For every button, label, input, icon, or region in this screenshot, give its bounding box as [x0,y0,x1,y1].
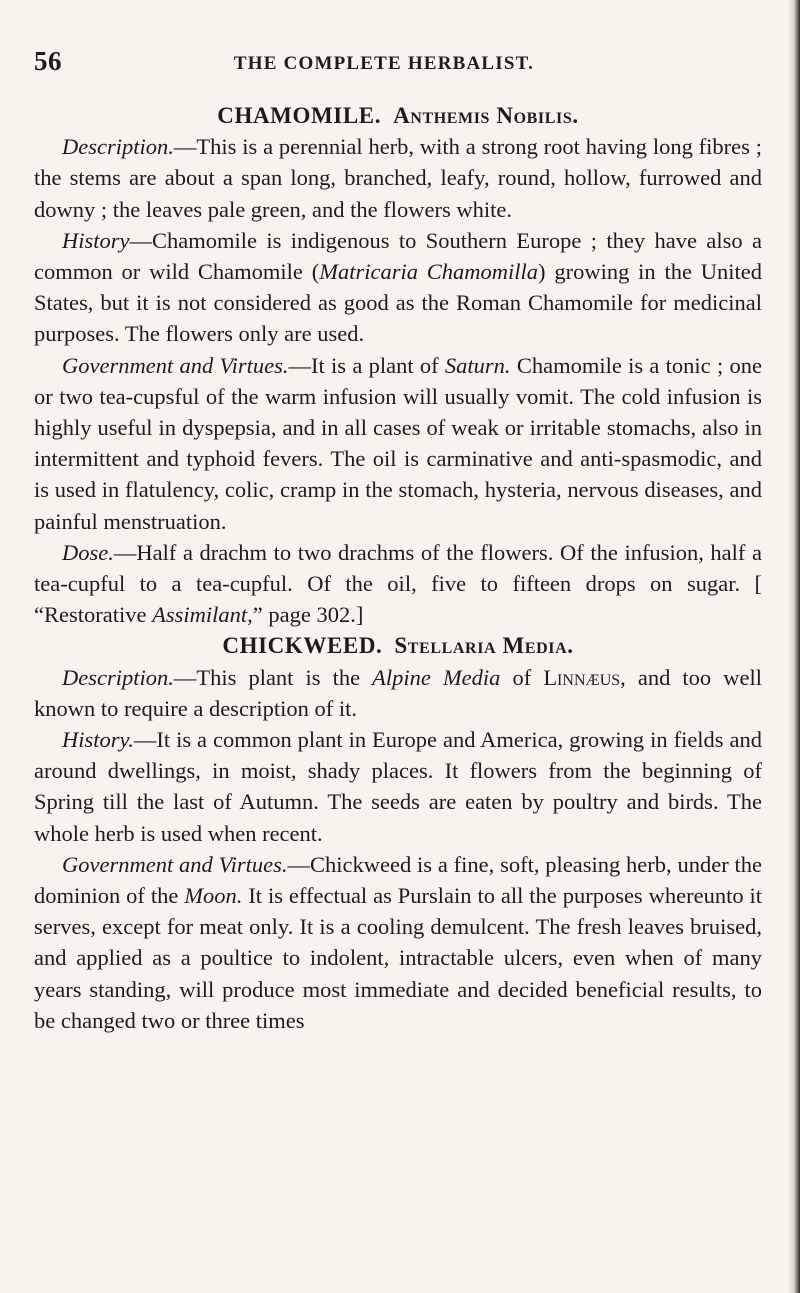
planet-name: Saturn. [444,352,511,378]
species-name: Matricaria Chamomilla [319,259,539,285]
common-name: CHAMOMILE. [217,103,382,128]
paragraph-text: —It is a common plant in Europe and America, growing in fields and around dwellings, in moist, shady places. It flowers from the beginning of Spring till the last of Autumn. The seeds are eaten by poultry and birds. The whole herb is used when recent. [34,727,762,846]
entry-title-chamomile [34,100,762,131]
cross-reference-name: Assimilant, [152,602,253,628]
chamomile-history [34,225,762,350]
paragraph-text: ) growing in the United States, but it is not considered as good as the Roman Chamomile for medicinal purposes. The flowers only are used. [34,259,763,347]
paragraph-text: of [500,664,544,690]
chickweed-government-virtues [34,849,762,1036]
running-head: THE COMPLETE HERBALIST. [233,53,535,74]
paragraph-text: Chamomile is a tonic ; one or two tea-cupsful of the warm infusion will usually vomit. The cold infusion is highly useful in dyspepsia, and in all cases of weak or irritable stomachs, also in intermittent and typhoid fevers. The oil is carminative and anti-spasmodic, and is used in flatulency, colic, cramp in the stomach, hysteria, nervous diseases, and painful menstruation. [34,352,762,534]
latin-name: Stellaria Media. [394,633,574,659]
paragraph-label: History [62,227,130,253]
planet-name: Moon. [184,883,243,909]
chamomile-description [34,131,762,225]
paragraph-text: —Chickweed is a fine, soft, pleasing herb, under the dominion of the [34,851,762,909]
paragraph-label: Description. [62,134,174,160]
chickweed-history [34,724,762,849]
paragraph-text: —Half a drachm to two drachms of the flowers. Of the infusion, half a tea-cupful to a tea-cupful. Of the oil, five to fifteen drops on sugar. [ “Restorative [34,539,762,628]
paragraph-text: ” page 302.] [252,602,364,628]
paragraph-text: —This is a perennial herb, with a strong root having long fibres ; the stems are about a span long, branched, leafy, round, hollow, furrowed and downy ; the leaves pale green, and the flowers white. [34,134,762,222]
entry-title-chickweed [34,630,762,661]
paragraph-text: —This plant is the [173,664,373,690]
author-name: Linnæus, [543,664,626,690]
common-name: CHICKWEED. [222,633,383,659]
chamomile-government-virtues [34,350,762,537]
chamomile-dose [34,537,762,631]
paragraph-label: Dose. [62,539,114,565]
paragraph-text: —Chamomile is indigenous to Southern Europe ; they have also a common or wild Chamomile ( [34,227,762,285]
page-header [34,46,734,86]
chickweed-description [34,662,762,724]
page-edge-shadow [788,0,800,1293]
paragraph-label: Description. [62,664,174,690]
page-number: 56 [34,46,62,76]
paragraph-label: Government and Virtues. [62,851,288,877]
paragraph-label: Government and Virtues. [62,352,289,378]
paragraph-text: It is effectual as Purslain to all the purposes whereunto it serves, except for meat only. It is a cooling demulcent. The fresh leaves bruised, and applied as a poultice to indolent, intractable ulcers, even when of many years standing, will produce most immediate and decided beneficial results, to be changed two or three times [34,883,763,1033]
paragraph-text: —It is a plant of [288,352,445,378]
paragraph-text: and too well known to require a description of it. [34,664,762,721]
paragraph-label: History. [62,727,134,753]
page-body [34,100,762,1036]
latin-name: Anthemis Nobilis. [393,103,579,128]
species-name: Alpine Media [372,664,501,690]
